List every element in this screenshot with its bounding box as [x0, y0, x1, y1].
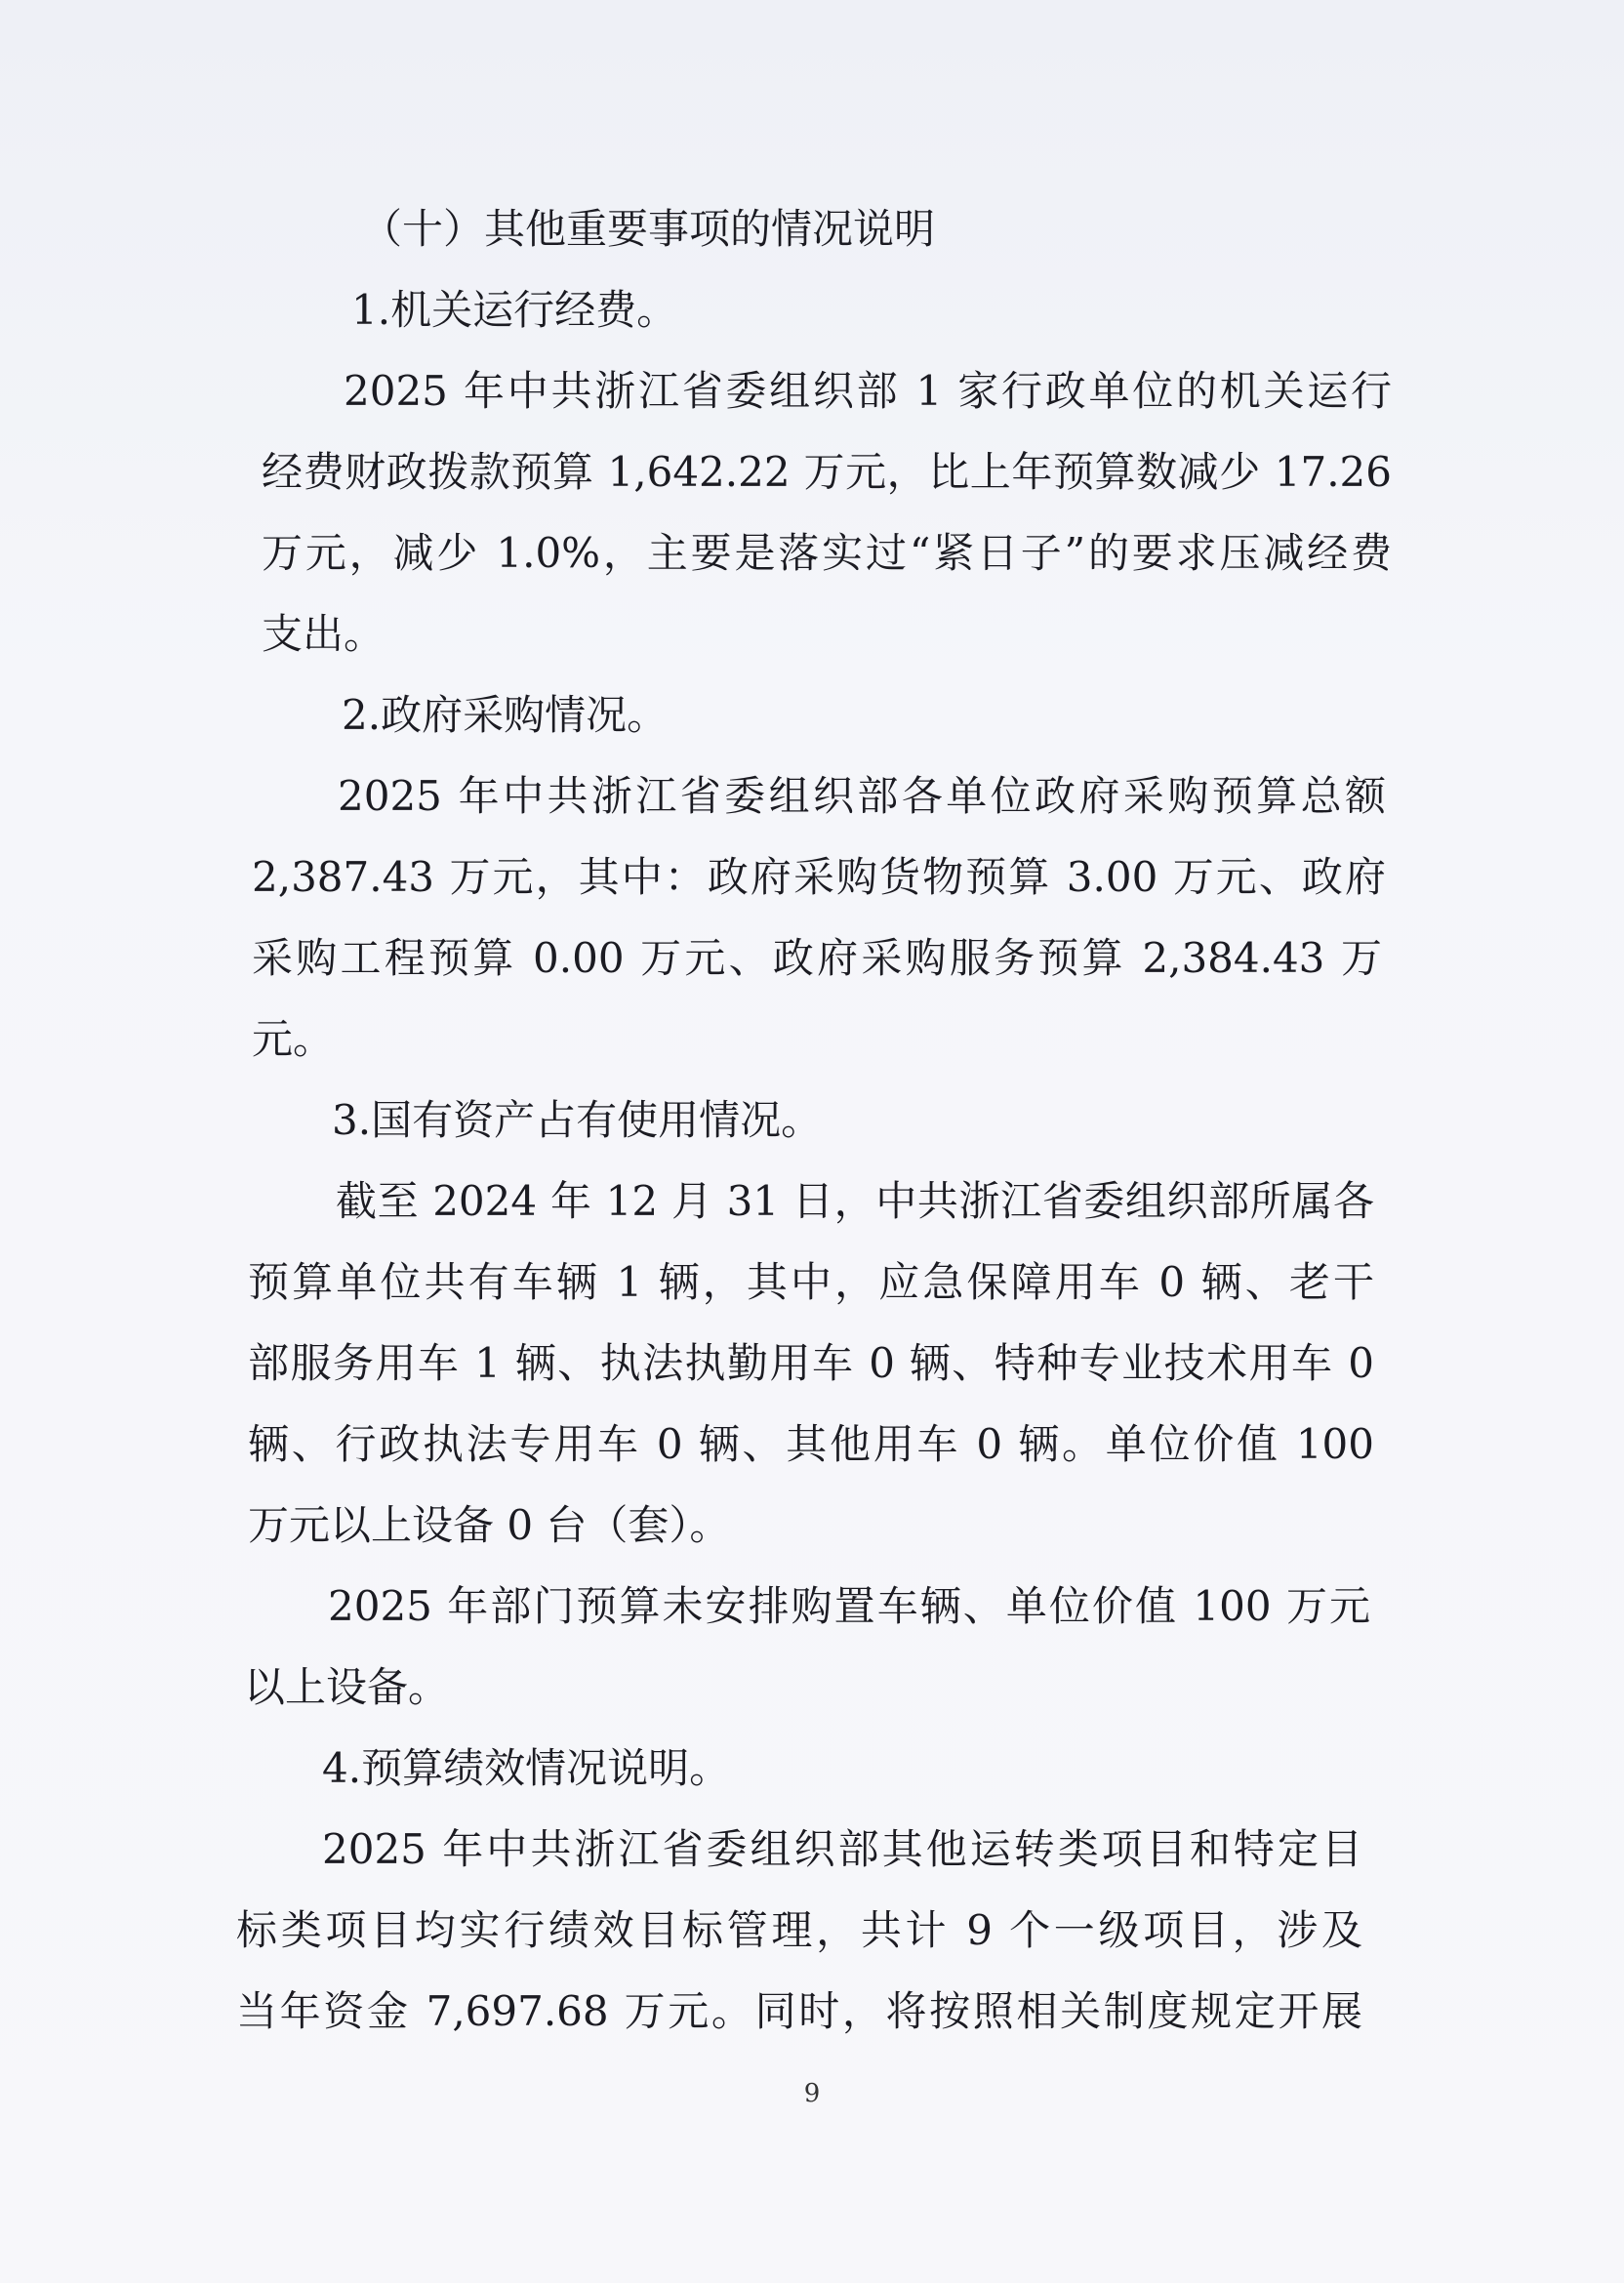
paragraph-line: 辆、行政执法专用车 0 辆、其他用车 0 辆。单位价值 100	[248, 1420, 1374, 1468]
paragraph-line: 2025 年中共浙江省委组织部各单位政府采购预算总额	[338, 772, 1386, 820]
paragraph-line: 以上设备。	[244, 1663, 450, 1711]
paragraph-line: 万元以上设备 0 台（套）。	[248, 1501, 731, 1549]
section-heading: （十）其他重要事项的情况说明	[361, 205, 936, 253]
paragraph-line: 当年资金 7,697.68 万元。同时，将按照相关制度规定开展	[236, 1987, 1362, 2035]
paragraph-line: 2025 年中共浙江省委组织部 1 家行政单位的机关运行	[344, 367, 1392, 415]
paragraph-line: 元。	[252, 1015, 335, 1063]
paragraph-line: 预算单位共有车辆 1 辆，其中，应急保障用车 0 辆、老干	[248, 1258, 1374, 1306]
paragraph-line: 标类项目均实行绩效目标管理，共计 9 个一级项目，涉及	[236, 1906, 1362, 1954]
page-number: 9	[803, 2079, 821, 2108]
paragraph-line: 2025 年部门预算未安排购置车辆、单位价值 100 万元	[328, 1582, 1370, 1630]
paragraph-line: 采购工程预算 0.00 万元、政府采购服务预算 2,384.43 万	[252, 934, 1382, 982]
paragraph-line: 经费财政拨款预算 1,642.22 万元，比上年预算数减少 17.26	[262, 448, 1392, 496]
subsection-title-1: 1.机关运行经费。	[351, 286, 678, 334]
paragraph-line: 支出。	[262, 610, 386, 658]
paragraph-line: 万元，减少 1.0%，主要是落实过“紧日子”的要求压减经费	[262, 529, 1392, 577]
paragraph-line: 2025 年中共浙江省委组织部其他运转类项目和特定目	[322, 1825, 1362, 1873]
subsection-title-4: 4.预算绩效情况说明。	[322, 1744, 731, 1792]
paragraph-line: 截至 2024 年 12 月 31 日，中共浙江省委组织部所属各	[336, 1177, 1374, 1225]
subsection-title-3: 3.国有资产占有使用情况。	[332, 1096, 823, 1144]
paragraph-line: 2,387.43 万元，其中：政府采购货物预算 3.00 万元、政府	[252, 853, 1386, 901]
subsection-title-2: 2.政府采购情况。	[342, 691, 669, 739]
paragraph-line: 部服务用车 1 辆、执法执勤用车 0 辆、特种专业技术用车 0	[248, 1339, 1374, 1387]
